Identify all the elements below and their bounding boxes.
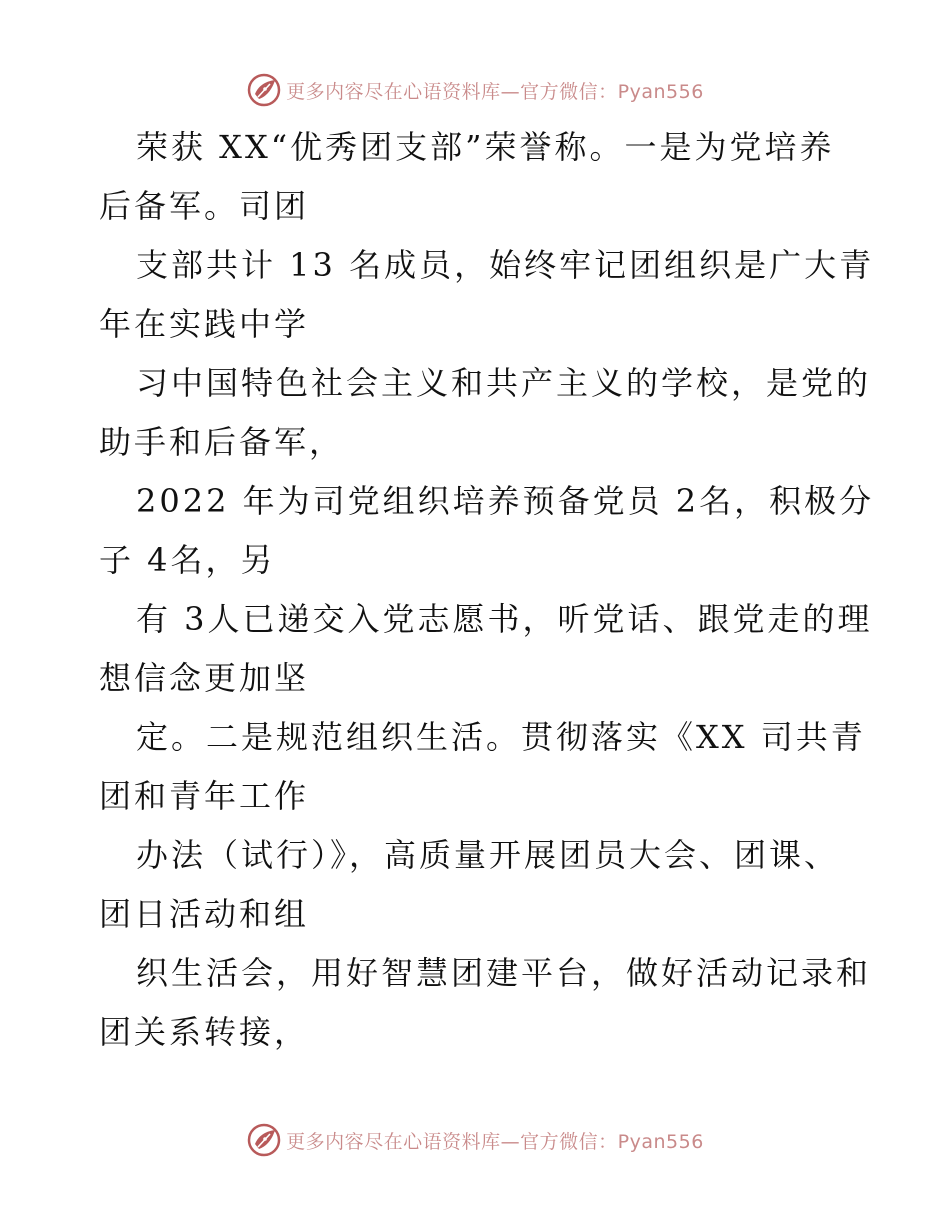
text-line: 办法（试行）》，高质量开展团员大会、团课、 xyxy=(136,836,840,874)
header-watermark xyxy=(0,70,950,110)
text-line: 助手和后备军， xyxy=(99,423,345,461)
watermark-text: 更多内容尽在心语资料库—官方微信：Pyan556 xyxy=(286,80,704,103)
watermark-text: 更多内容尽在心语资料库—官方微信：Pyan556 xyxy=(286,1130,704,1153)
text-line: 定。二是规范组织生活。贯彻落实《XX 司共青 xyxy=(136,718,866,756)
pen-nib-logo-icon xyxy=(246,72,282,108)
text-line: 织生活会，用好智慧团建平台，做好活动记录和 xyxy=(136,954,872,992)
text-line: 年在实践中学 xyxy=(99,305,310,343)
text-line: 团和青年工作 xyxy=(99,777,310,815)
text-line: 支部共计 13 名成员，始终牢记团组织是广大青 xyxy=(136,246,875,284)
text-line: 习中国特色社会主义和共产主义的学校，是党的 xyxy=(136,364,872,402)
text-line: 后备军。司团 xyxy=(99,187,310,225)
text-line: 想信念更加坚 xyxy=(99,659,310,697)
text-line: 有 3人已递交入党志愿书，听党话、跟党走的理 xyxy=(136,600,873,638)
pen-nib-logo-icon xyxy=(246,1122,282,1158)
footer-watermark xyxy=(0,1120,950,1160)
text-line: 荣获 XX“优秀团支部”荣誉称。一是为党培养 xyxy=(136,128,835,166)
document-body xyxy=(99,118,875,1062)
text-line: 团日活动和组 xyxy=(99,895,310,933)
text-line: 子 4名，另 xyxy=(99,541,276,579)
text-line: 团关系转接， xyxy=(99,1013,310,1051)
text-line: 2022 年为司党组织培养预备党员 2名，积极分 xyxy=(136,482,875,520)
